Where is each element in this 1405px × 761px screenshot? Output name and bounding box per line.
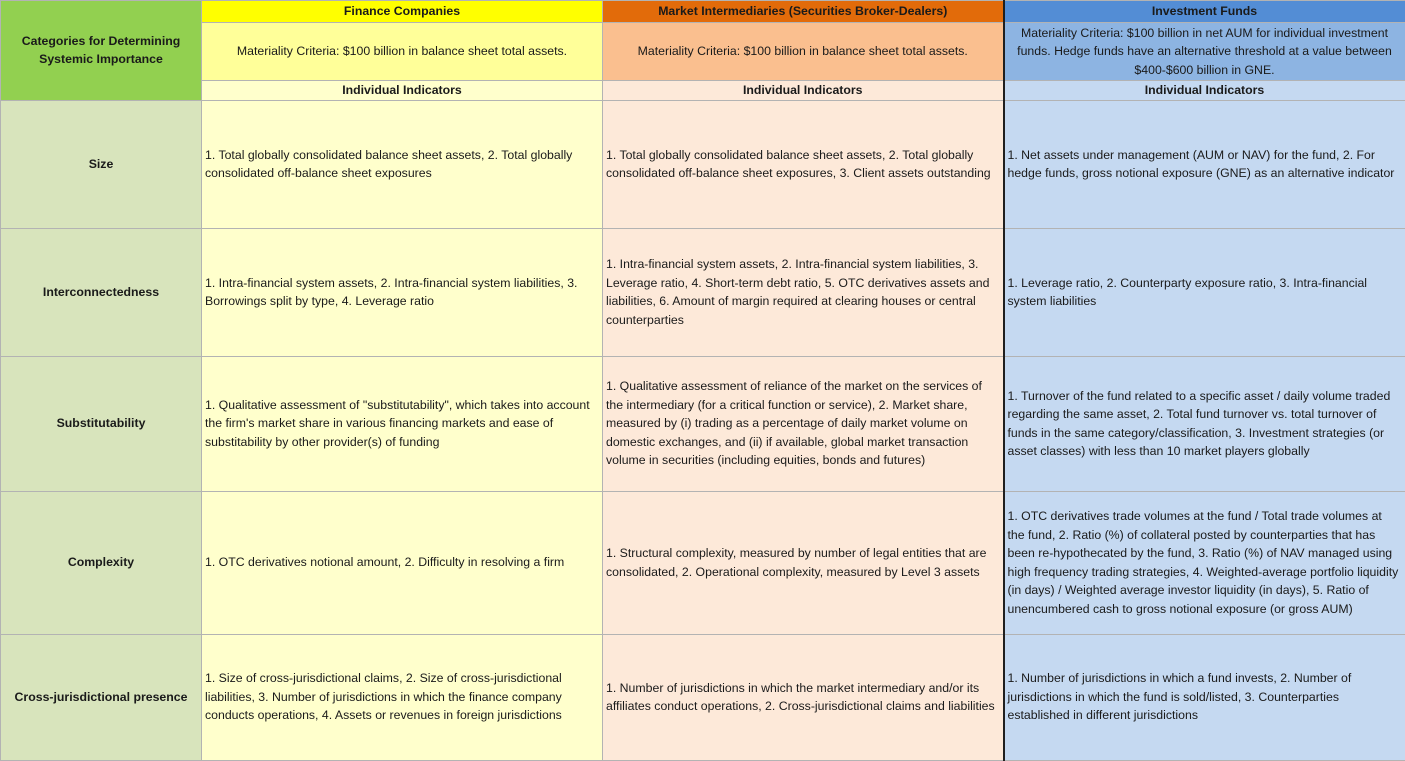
indicators-label-market: Individual Indicators	[603, 81, 1004, 101]
column-title-finance: Finance Companies	[202, 1, 603, 23]
finance-cell: 1. Total globally consolidated balance sheet assets, 2. Total globally consolidated off-balance sheet exposures	[202, 100, 603, 228]
column-title-investment: Investment Funds	[1004, 1, 1405, 23]
market-cell: 1. Structural complexity, measured by number of legal entities that are consolidated, 2. Operational complexity, measured by Level 3 assets	[603, 491, 1004, 634]
investment-cell: 1. OTC derivatives trade volumes at the fund / Total trade volumes at the fund, 2. Ratio (%) of collateral posted by counterparties that has been re-hypothecated by the fund, 3. Ratio (%) of NAV managed using high frequency trading strategies, 4. Weighted-average portfolio liquidity (in days) / Weighted average investor liquidity (in days), 5. Ratio of unencumbered cash to gross notional exposure (or gross AUM)	[1004, 491, 1405, 634]
category-interconnectedness: Interconnectedness	[1, 228, 202, 356]
finance-cell: 1. OTC derivatives notional amount, 2. Difficulty in resolving a firm	[202, 491, 603, 634]
market-cell: 1. Total globally consolidated balance sheet assets, 2. Total globally consolidated off-balance sheet exposures, 3. Client assets outstanding	[603, 100, 1004, 228]
table-row	[1, 356, 1405, 491]
category-substitutability: Substitutability	[1, 356, 202, 491]
header-row-materiality	[1, 23, 1405, 81]
materiality-investment: Materiality Criteria: $100 billion in net AUM for individual investment funds. Hedge funds have an alternative threshold at a value between $400-$600 billion in GNE.	[1004, 23, 1405, 81]
investment-cell: 1. Turnover of the fund related to a specific asset / daily volume traded regarding the same asset, 2. Total fund turnover vs. total turnover of funds in the same category/classification, 3. Investment strategies (or asset classes) with less than 10 market players globally	[1004, 356, 1405, 491]
finance-cell: 1. Size of cross-jurisdictional claims, 2. Size of cross-jurisdictional liabilities, 3. Number of jurisdictions in which the finance company conducts operations, 4. Assets or revenues in foreign jurisdictions	[202, 634, 603, 760]
materiality-market: Materiality Criteria: $100 billion in balance sheet total assets.	[603, 23, 1004, 81]
table-row	[1, 491, 1405, 634]
finance-cell: 1. Intra-financial system assets, 2. Intra-financial system liabilities, 3. Borrowings split by type, 4. Leverage ratio	[202, 228, 603, 356]
finance-cell: 1. Qualitative assessment of "substitutability", which takes into account the firm's market share in various financing markets and ease of substitability by other provider(s) of funding	[202, 356, 603, 491]
table-row	[1, 100, 1405, 228]
investment-cell: 1. Net assets under management (AUM or NAV) for the fund, 2. For hedge funds, gross notional exposure (GNE) as an alternative indicator	[1004, 100, 1405, 228]
category-size: Size	[1, 100, 202, 228]
indicators-label-investment: Individual Indicators	[1004, 81, 1405, 101]
market-cell: 1. Qualitative assessment of reliance of the market on the services of the intermediary (for a critical function or service), 2. Market share, measured by (i) trading as a percentage of daily market volume on domestic exchanges, and (ii) if available, global market transaction volume in securities (including equities, bonds and futures)	[603, 356, 1004, 491]
table-row	[1, 634, 1405, 760]
category-cross-jurisdictional-presence: Cross-jurisdictional presence	[1, 634, 202, 760]
indicators-label-finance: Individual Indicators	[202, 81, 603, 101]
investment-cell: 1. Number of jurisdictions in which a fund invests, 2. Number of jurisdictions in which the fund is sold/listed, 3. Counterparties established in different jurisdictions	[1004, 634, 1405, 760]
header-row-indicators	[1, 81, 1405, 101]
materiality-finance: Materiality Criteria: $100 billion in balance sheet total assets.	[202, 23, 603, 81]
header-row-titles	[1, 1, 1405, 23]
column-title-market: Market Intermediaries (Securities Broker-Dealers)	[603, 1, 1004, 23]
table-row	[1, 228, 1405, 356]
investment-cell: 1. Leverage ratio, 2. Counterparty exposure ratio, 3. Intra-financial system liabilities	[1004, 228, 1405, 356]
market-cell: 1. Number of jurisdictions in which the market intermediary and/or its affiliates conduct operations, 2. Cross-jurisdictional claims and liabilities	[603, 634, 1004, 760]
corner-label: Categories for Determining Systemic Importance	[1, 1, 202, 101]
category-complexity: Complexity	[1, 491, 202, 634]
market-cell: 1. Intra-financial system assets, 2. Intra-financial system liabilities, 3. Leverage ratio, 4. Short-term debt ratio, 5. OTC derivatives assets and liabilities, 6. Amount of margin required at clearing houses or central counterparties	[603, 228, 1004, 356]
